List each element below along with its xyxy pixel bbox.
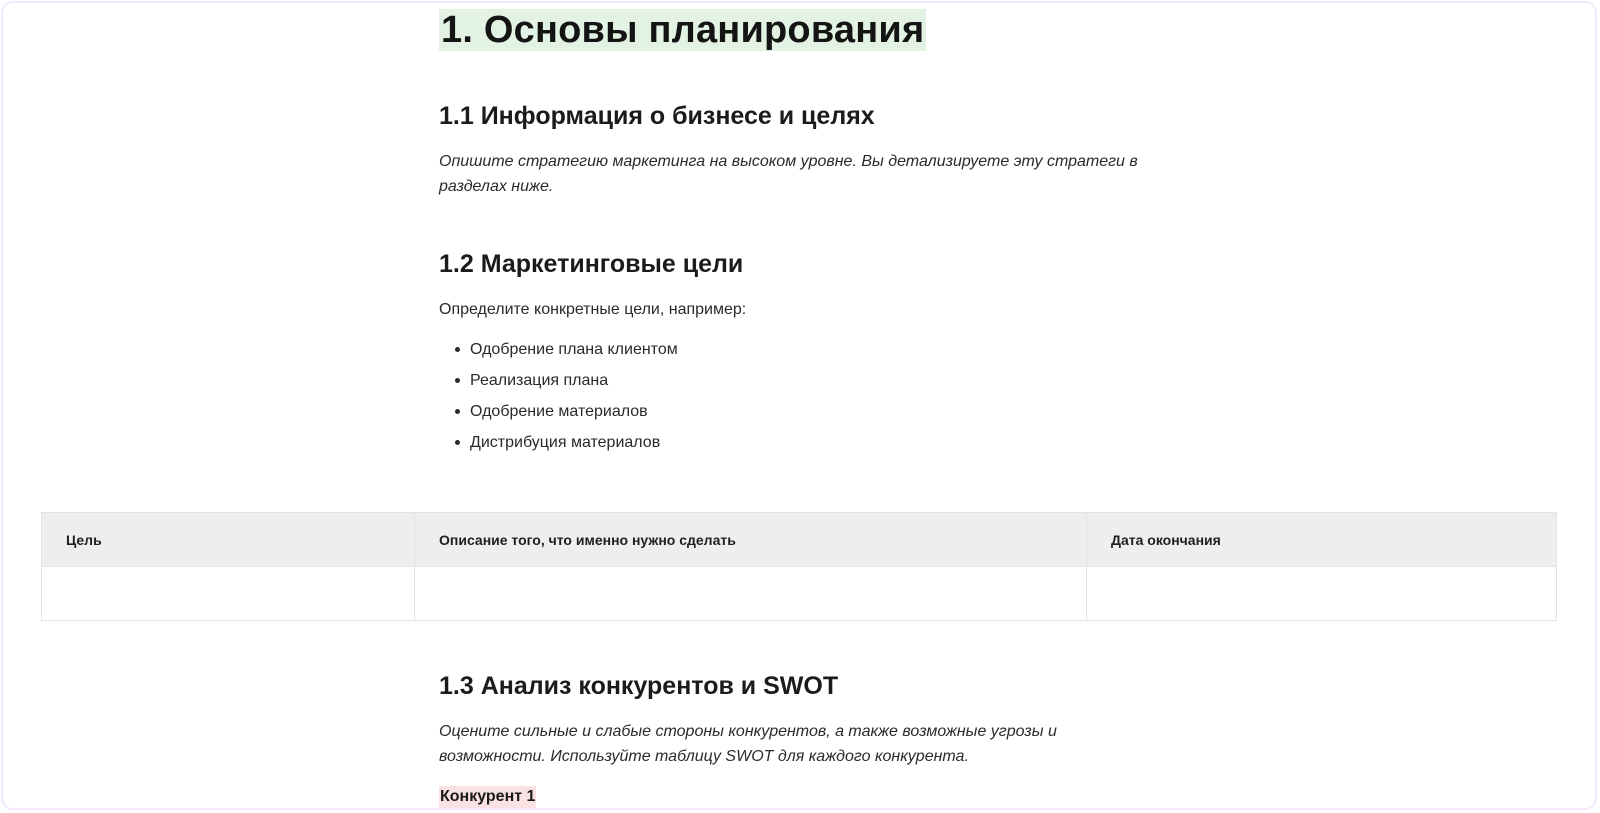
list-item: Одобрение плана клиентом: [439, 334, 678, 365]
section-1-3-description-line-1: Оцените сильные и слабые стороны конкурентов, а также возможные угрозы и: [439, 723, 1057, 740]
table-header-end-date: Дата окончания: [1087, 513, 1557, 567]
competitor-label: Конкурент 1: [439, 786, 536, 808]
table-header-description: Описание того, что именно нужно сделать: [415, 513, 1087, 567]
section-1-3-description-line-2: возможности. Используйте таблицу SWOT для каждого конкурента.: [439, 748, 969, 765]
section-1-2-intro: Определите конкретные цели, например:: [439, 301, 747, 318]
section-heading-1-2: 1.2 Маркетинговые цели: [439, 250, 744, 278]
table-header-row: [42, 513, 1557, 567]
table-cell-goal[interactable]: [42, 567, 415, 621]
table-cell-description[interactable]: [415, 567, 1087, 621]
table-header-goal: Цель: [42, 513, 415, 567]
list-item: Дистрибуция материалов: [439, 427, 678, 458]
document-frame: [1, 1, 1597, 810]
goals-list: [439, 334, 678, 458]
section-1-1-description-line-2: разделах ниже.: [439, 178, 554, 195]
section-1-1-description-line-1: Опишите стратегию маркетинга на высоком уровне. Вы детализируете эту стратеги в: [439, 153, 1138, 170]
table-cell-end-date[interactable]: [1087, 567, 1557, 621]
goals-table: [41, 512, 1557, 621]
section-heading-1-1: 1.1 Информация о бизнесе и целях: [439, 102, 875, 130]
table-row: [42, 567, 1557, 621]
list-item: Реализация плана: [439, 365, 678, 396]
section-heading-1-3: 1.3 Анализ конкурентов и SWOT: [439, 672, 839, 700]
document-body: [3, 3, 1595, 808]
document-title: 1. Основы планирования: [441, 9, 925, 51]
list-item: Одобрение материалов: [439, 396, 678, 427]
